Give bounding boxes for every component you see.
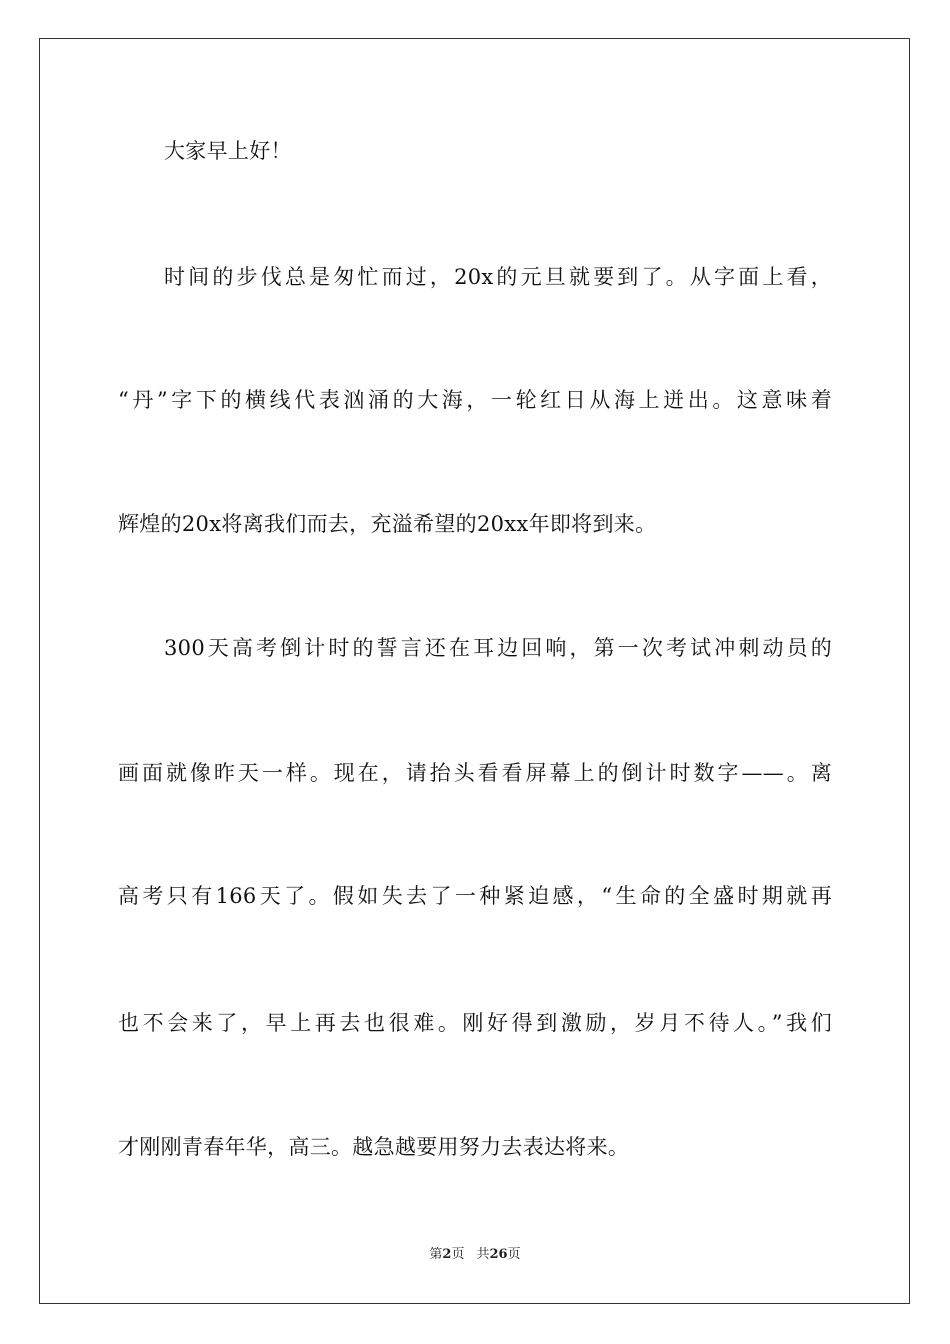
paragraph-2-line-3: 高考只有166天了。假如失去了一种紧迫感，“生命的全盛时期就再 <box>118 884 832 908</box>
footer-total-pages: 26 <box>489 1247 508 1262</box>
paragraph-1-line-1: 时间的步伐总是匆忙而过，20x的元旦就要到了。从字面上看， <box>164 265 832 289</box>
footer-total-prefix: 共 <box>476 1247 490 1262</box>
page-border <box>39 38 910 1304</box>
footer-page-prefix: 第 <box>429 1247 443 1262</box>
footer-page-number: 2 <box>442 1247 452 1262</box>
paragraph-2-line-4: 也不会来了，早上再去也很难。刚好得到激励，岁月不待人。”我们 <box>118 1011 832 1035</box>
paragraph-1-line-3: 辉煌的20x将离我们而去，充溢希望的20xx年即将到来。 <box>118 512 657 536</box>
paragraph-2-line-1: 300天高考倒计时的誓言还在耳边回响，第一次考试冲刺动员的 <box>164 636 832 660</box>
page-footer <box>0 1246 950 1264</box>
paragraph-2-line-5: 才刚刚青春年华，高三。越急越要用努力去表达将来。 <box>118 1135 630 1159</box>
paragraph-2-line-2: 画面就像昨天一样。现在，请抬头看看屏幕上的倒计时数字——。离 <box>118 761 832 785</box>
footer-page-suffix: 页 <box>451 1247 465 1262</box>
greeting-line: 大家早上好！ <box>164 139 292 163</box>
paragraph-1-line-2: “丹”字下的横线代表汹涌的大海，一轮红日从海上迸出。这意味着 <box>118 388 832 412</box>
footer-total-suffix: 页 <box>507 1247 521 1262</box>
